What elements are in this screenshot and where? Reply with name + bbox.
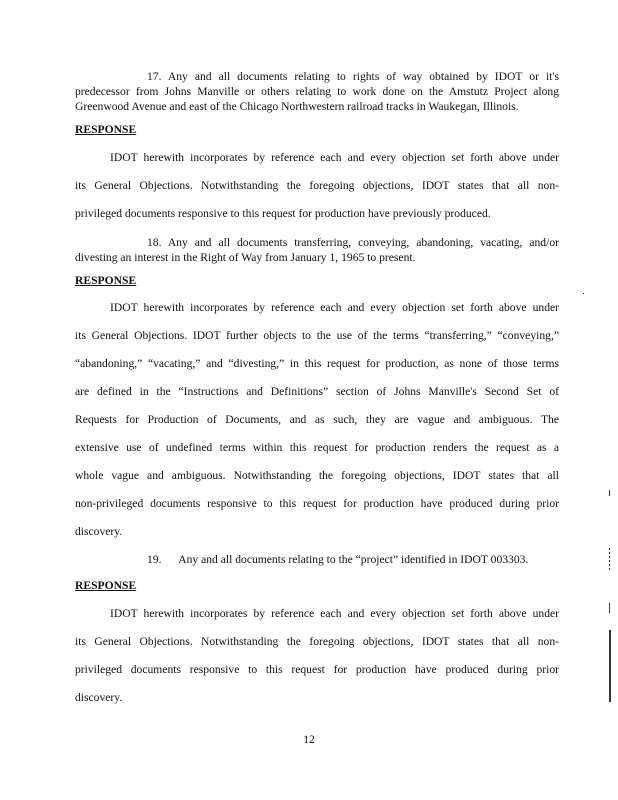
response-19-heading: RESPONSE <box>75 579 137 592</box>
response-19-line: IDOT herewith incorporates by reference each and every objection set forth above under <box>110 607 559 620</box>
request-19-line: 19. Any and all documents relating to the “project” identified in IDOT 003303. <box>147 553 529 566</box>
response-18-line: are defined in the “Instructions and Definitions” section of Johns Manville's Second Set of <box>75 385 559 398</box>
response-19-line: discovery. <box>75 691 123 704</box>
page-number: 12 <box>303 733 315 746</box>
request-17-line: Greenwood Avenue and east of the Chicago Northwestern railroad tracks in Waukegan, Illinois. <box>75 100 519 113</box>
response-18-heading: RESPONSE <box>75 274 137 287</box>
scan-artifact <box>609 630 611 702</box>
response-18-line: extensive use of undefined terms within this request for production renders the request as a <box>75 441 559 454</box>
response-18-line: whole vague and ambiguous. Notwithstanding the foregoing objections, IDOT states that all <box>75 469 559 482</box>
response-17-line: its General Objections. Notwithstanding the foregoing objections, IDOT states that all non- <box>75 179 559 192</box>
response-19-line: privileged documents responsive to this request for production have produced during prior <box>75 663 559 676</box>
response-18-line: non-privileged documents responsive to this request for production have produced during prior <box>75 497 559 510</box>
response-17-line: privileged documents responsive to this request for production have previously produced. <box>75 207 491 220</box>
response-18-line: its General Objections. IDOT further objects to the use of the terms “transferring,” “conveying,” <box>75 329 559 342</box>
request-17-line: predecessor from Johns Manville or others relating to work done on the Amstutz Project along <box>75 85 559 98</box>
request-18-line: divesting an interest in the Right of Way from January 1, 1965 to present. <box>75 251 416 264</box>
request-18-line: 18. Any and all documents transferring, conveying, abandoning, vacating, and/or <box>147 236 559 249</box>
response-17-heading: RESPONSE <box>75 123 137 136</box>
request-17-line: 17. Any and all documents relating to rights of way obtained by IDOT or it's <box>147 70 559 83</box>
response-18-line: IDOT herewith incorporates by reference each and every objection set forth above under <box>110 301 559 314</box>
scan-artifact <box>609 603 610 613</box>
response-17-line: IDOT herewith incorporates by reference each and every objection set forth above under <box>110 151 559 164</box>
scan-artifact <box>609 490 610 496</box>
response-19-line: its General Objections. Notwithstanding the foregoing objections, IDOT states that all non- <box>75 635 559 648</box>
response-18-line: discovery. <box>75 525 123 538</box>
scan-artifact <box>609 548 610 570</box>
scan-artifact <box>583 293 584 294</box>
response-18-line: “abandoning,” “vacating,” and “divesting,” in this request for production, as none of those terms <box>75 357 559 370</box>
response-18-line: Requests for Production of Documents, and as such, they are vague and ambiguous. The <box>75 413 559 426</box>
